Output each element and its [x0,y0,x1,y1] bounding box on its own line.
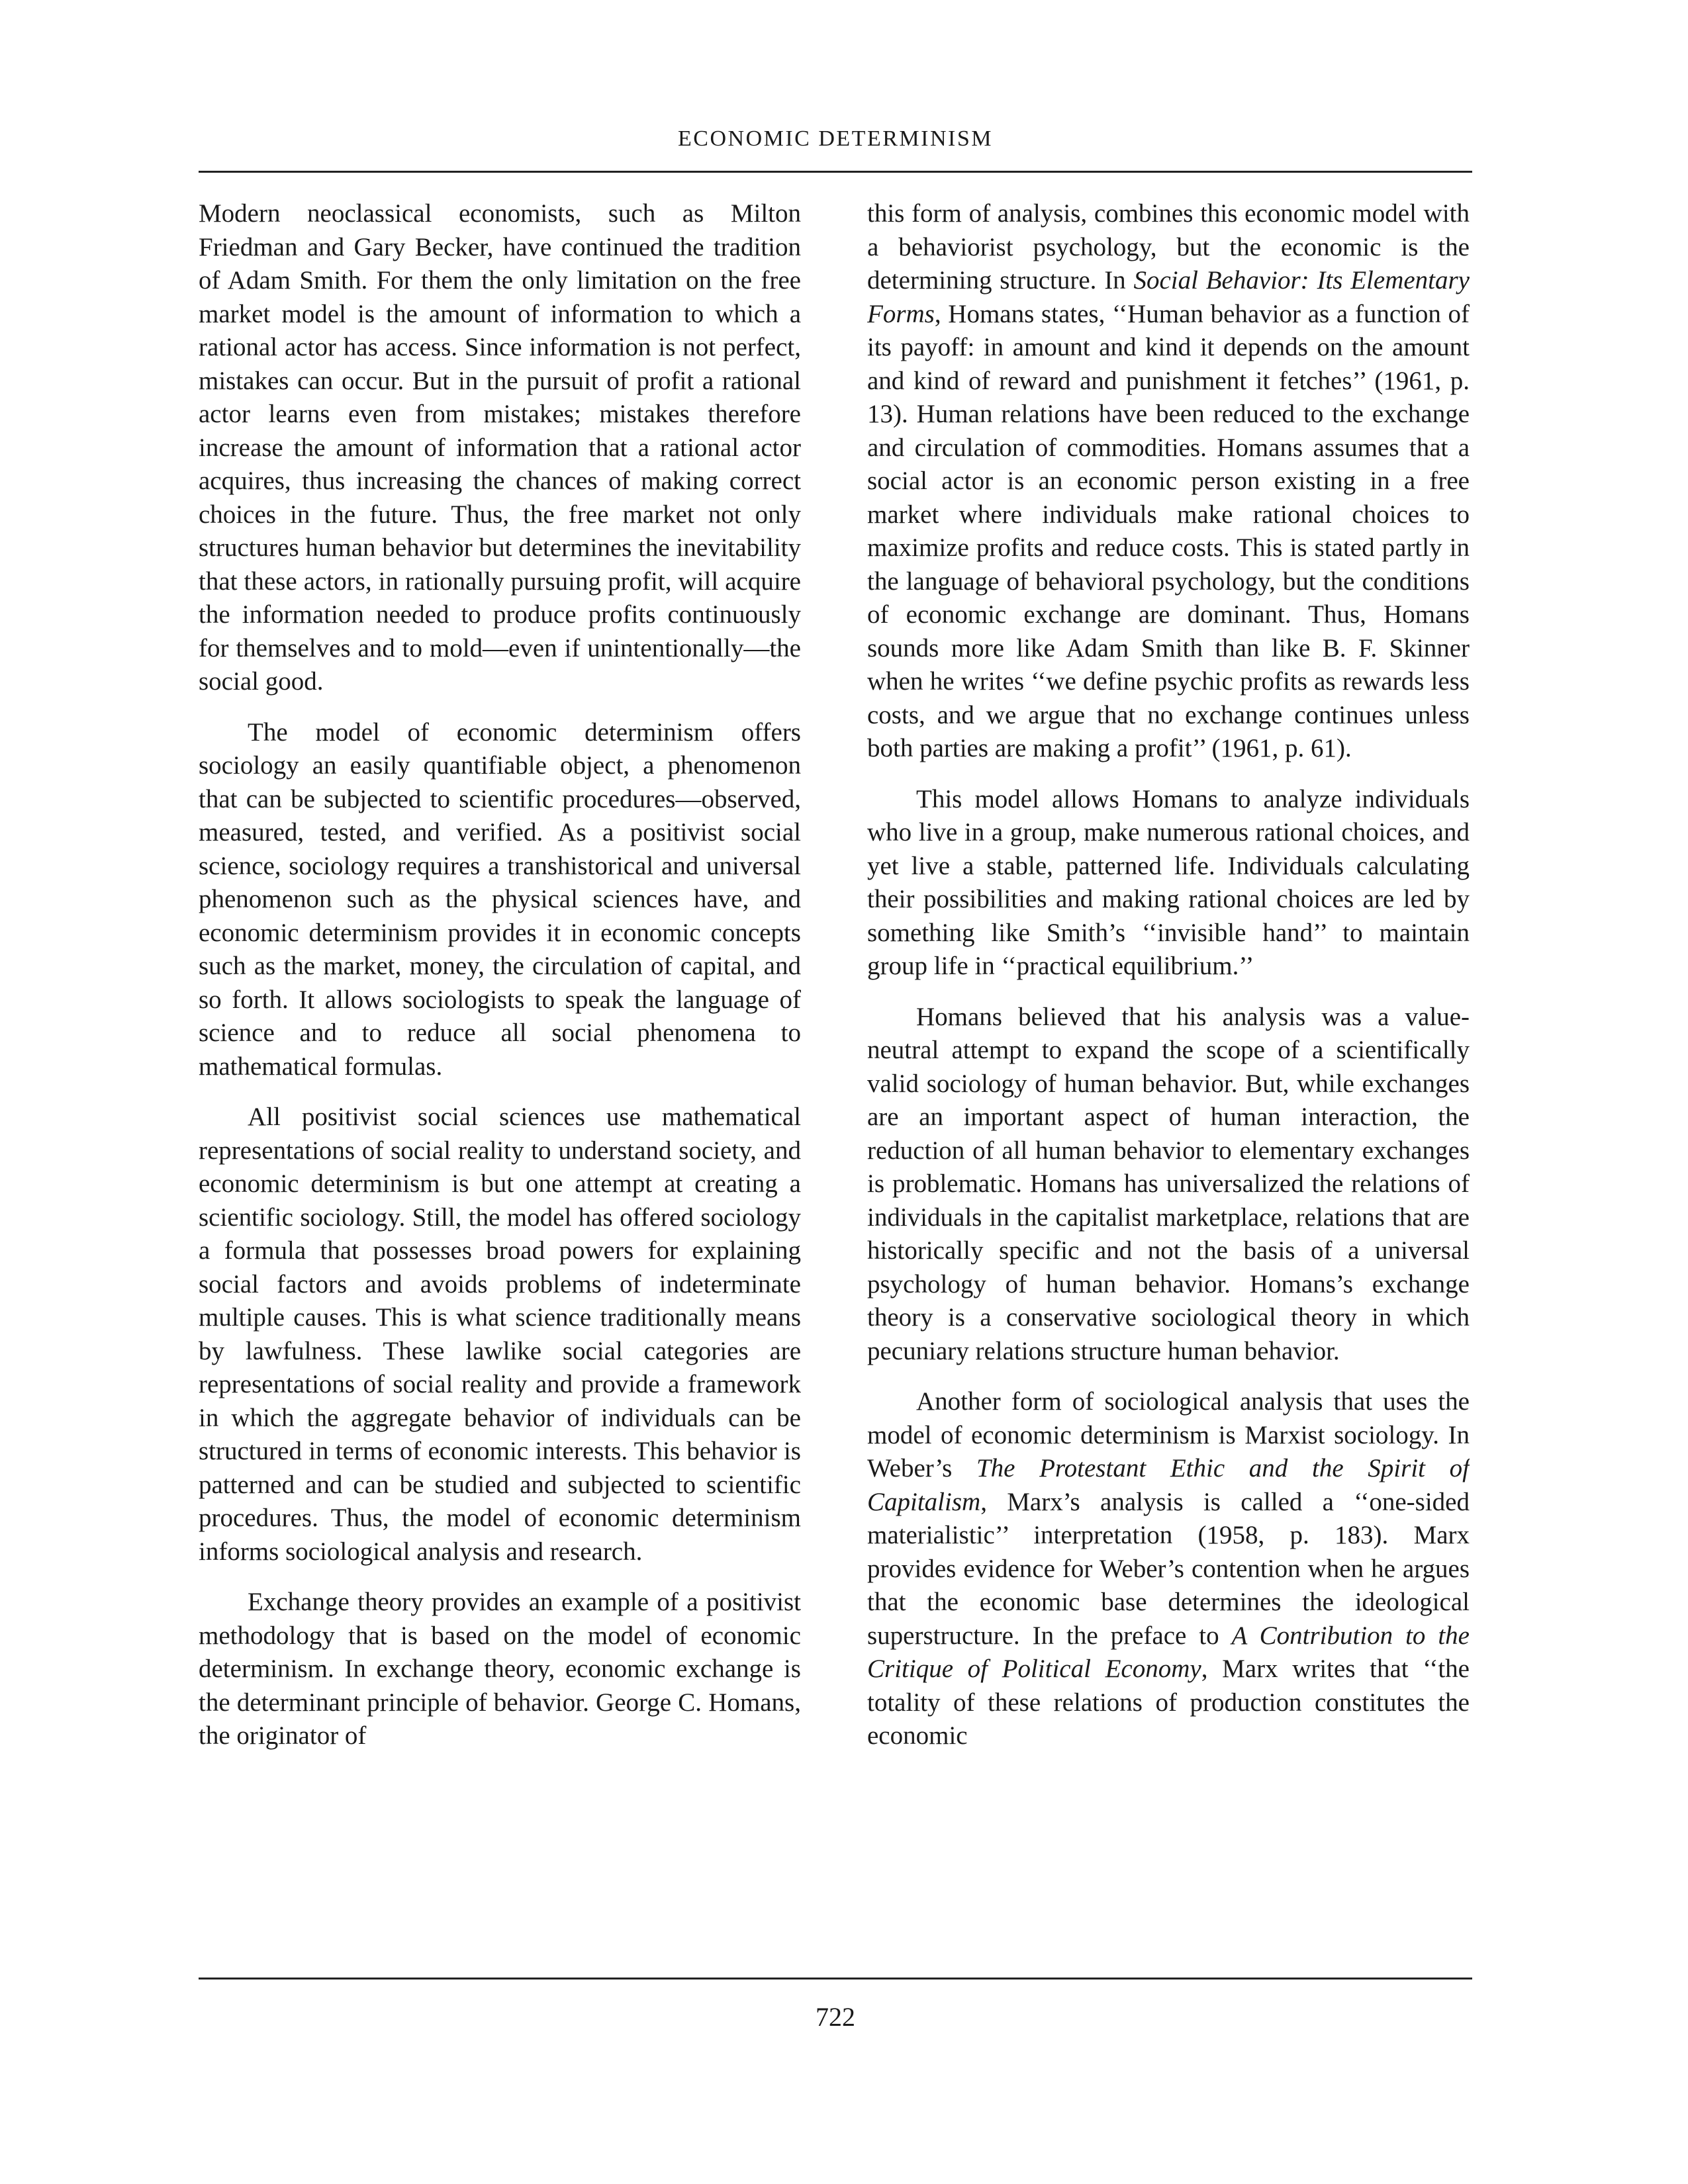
right-paragraph-4-text-a: Another form of sociological analysis that uses the model of economic determinism is Marxist sociology. In Weber’s [867,1387,1470,1482]
left-paragraph-1: Modern neoclassical economists, such as Milton Friedman and Gary Becker, have continued the tradition of Adam Smith. For them the only limitation on the free market model is the amount of information to which a rational actor has access. Since information is not perfect, mistakes can occur. But in the pursuit of profit a rational actor learns even from mistakes; mistakes therefore increase the amount of information that a rational actor acquires, thus increasing the chances of making correct choices in the future. Thus, the free market not only structures human behavior but determines the inevitability that these actors, in rationally pursuing profit, will acquire the information needed to produce profits continuously for themselves and to mold—even if unintentionally—the social good. [199,199,801,696]
right-paragraph-4-text-b: , Marx’s analysis is called a ‘‘one-sided materialistic’’ interpretation (1958, p. 183). Marx provides evidence for Weber’s contention when he argues that the economic base determines the ideological superstructure. In the preface to [867,1487,1470,1650]
right-paragraph-4-text-c: , Marx writes that ‘‘the totality of these relations of production constitutes the economic [867,1655,1470,1750]
left-paragraph-3: All positivist social sciences use mathematical representations of social reality to understand society, and economic determinism is but one attempt at creating a scientific sociology. Still, the model has offered sociology a formula that possesses broad powers for explaining social factors and avoids problems of indeterminate multiple causes. This is what science traditionally means by lawfulness. These lawlike social categories are representations of social reality and provide a framework in which the aggregate behavior of individuals can be structured in terms of economic interests. This behavior is patterned and can be studied and subjected to scientific procedures. Thus, the model of economic determinism informs sociological analysis and research. [199,1103,801,1566]
right-paragraph-1-text-a: this form of analysis, combines this economic model with a behaviorist psychology, but the economic is the determining structure. In [867,199,1470,295]
footer-rule [199,1978,1472,1979]
right-paragraph-1-text-b: , Homans states, ‘‘Human behavior as a function of its payoff: in amount and kind it depends on the amount and kind of reward and punishment it fetches’’ (1961, p. 13). Human relations have been reduced to the exchange and circulation of commodities. Homans assumes that a social actor is an economic person existing in a free market where individuals make rational choices to maximize profits and reduce costs. This is stated partly in the language of behavioral psychology, but the conditions of economic exchange are dominant. Thus, Homans sounds more like Adam Smith than like B. F. Skinner when he writes ‘‘we define psychic profits as rewards less costs, and we argue that no exchange continues unless both parties are making a profit’’ (1961, p. 61). [867,299,1470,762]
page-number: 722 [816,2002,855,2032]
right-paragraph-2: This model allows Homans to analyze individuals who live in a group, make numerous rational choices, and yet live a stable, patterned life. Individuals calculating their possibilities and making rational choices are led by something like Smith’s ‘‘invisible hand’’ to maintain group life in ‘‘practical equilibrium.’’ [867,784,1470,980]
right-paragraph-1 [867,197,1470,766]
right-column [867,197,1470,1958]
running-header: ECONOMIC DETERMINISM [678,126,993,151]
header-rule [199,171,1472,173]
left-paragraph-2: The model of economic determinism offers sociology an easily quantifiable object, a phenomenon that can be subjected to scientific procedures—observed, measured, tested, and verified. As a positivist social science, sociology requires a transhistorical and universal phenomenon such as the physical sciences have, and economic determinism provides it in economic concepts such as the market, money, the circulation of capital, and so forth. It allows sociologists to speak the language of science and to reduce all social phenomena to mathematical formulas. [199,717,801,1081]
book-title-social-behavior: Social Behavior: Its Elementary Forms [867,266,1470,328]
left-paragraph-4: Exchange theory provides an example of a positivist methodology that is based on the model of economic determinism. In exchange theory, economic exchange is the determinant principle of behavior. George C. Homans, the originator of [199,1588,801,1750]
left-column [199,197,801,1958]
right-paragraph-4 [867,1385,1470,1753]
book-title-protestant-ethic: The Protestant Ethic and the Spirit of Capitalism [867,1454,1470,1516]
right-paragraph-3: Homans believed that his analysis was a value-neutral attempt to expand the scope of a scientifically valid sociology of human behavior. But, while exchanges are an important aspect of human interaction, the reduction of all human behavior to elementary exchanges is problematic. Homans has universalized the relations of individuals in the capitalist marketplace, relations that are historically specific and not the basis of a universal psychology of human behavior. Homans’s exchange theory is a conservative sociological theory in which pecuniary relations structure human behavior. [867,1002,1470,1365]
book-title-critique-political-economy: A Contribution to the Critique of Political Economy [867,1621,1470,1683]
